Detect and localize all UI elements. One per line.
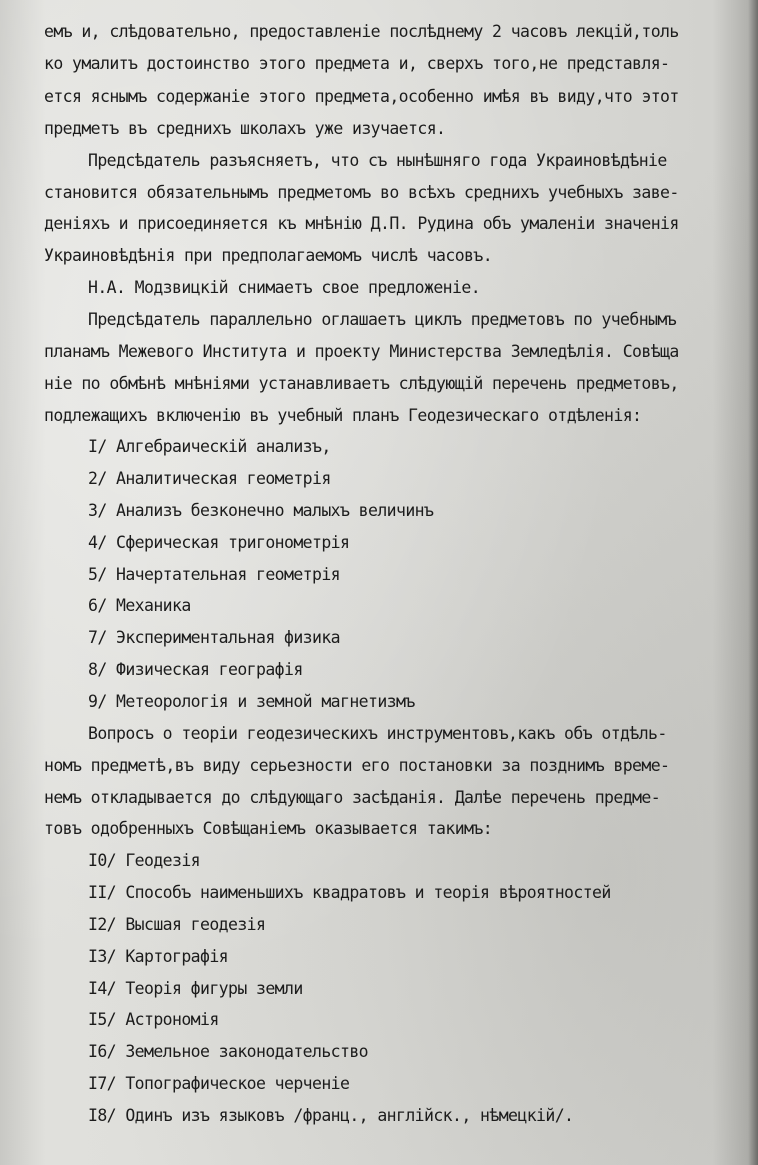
text-line: Н.А. Модзвицкій снимаетъ свое предложеніе.	[88, 278, 481, 297]
text-line: Вопросъ о теоріи геодезическихъ инструментовъ,какъ объ отдѣль-	[88, 724, 667, 743]
text-line: немъ откладывается до слѣдующаго засѣданія. Далѣе перечень предме-	[44, 788, 661, 807]
text-line: товъ одобренныхъ Совѣщаніемъ оказывается такимъ:	[44, 819, 493, 838]
text-line: ется яснымъ содержаніе этого предмета,особенно имѣя въ виду,что этот	[44, 87, 679, 106]
text-line: ніе по обмѣнѣ мнѣніями устанавливаетъ слѣдующій перечень предметовъ,	[44, 374, 679, 393]
text-line: Предсѣдатель параллельно оглашаетъ циклъ предметовъ по учебнымъ	[88, 310, 677, 329]
list-item: 6/ Механика	[88, 596, 191, 615]
text-line: емъ и, слѣдовательно, предоставленіе послѣднему 2 часовъ лекцій,толь	[44, 22, 679, 41]
text-line: становится обязательнымъ предметомъ во всѣхъ среднихъ учебныхъ заве-	[44, 183, 679, 202]
list-item: I6/ Земельное законодательство	[88, 1042, 369, 1061]
list-item: I7/ Топографическое черченіе	[88, 1074, 350, 1093]
list-item: 8/ Физическая географія	[88, 660, 303, 679]
list-item: II/ Способъ наименьшихъ квадратовъ и теорія вѣроятностей	[88, 883, 611, 902]
list-item: 3/ Анализъ безконечно малыхъ величинъ	[88, 501, 434, 520]
list-item: 5/ Начертательная геометрія	[88, 565, 341, 584]
text-line: планамъ Межевого Института и проекту Министерства Земледѣлія. Совѣща	[44, 342, 679, 361]
text-line: Украиновѣдѣнія при предполагаемомъ числѣ часовъ.	[44, 246, 493, 265]
text-line: ко умалитъ достоинство этого предмета и, сверхъ того,не представля-	[44, 54, 670, 73]
list-item: I/ Алгебраическій анализъ,	[88, 437, 331, 456]
text-line: деніяхъ и присоединяется къ мнѣнію Д.П. Рудина объ умаленіи значенія	[44, 214, 679, 233]
text-line: номъ предметѣ,въ виду серьезности его постановки за позднимъ време-	[44, 756, 670, 775]
list-item: I5/ Астрономія	[88, 1010, 219, 1029]
list-item: I3/ Картографія	[88, 947, 229, 966]
text-line: Предсѣдатель разъясняетъ, что съ нынѣшняго года Украиновѣдѣніе	[88, 151, 667, 170]
text-line: предметъ въ среднихъ школахъ уже изучается.	[44, 119, 446, 138]
list-item: I0/ Геодезія	[88, 851, 201, 870]
page-edge-shadow	[748, 0, 758, 1165]
list-item: I4/ Теорія фигуры земли	[88, 979, 303, 998]
list-item: I8/ Одинъ изъ языковъ /франц., англійск., нѣмецкій/.	[88, 1106, 574, 1125]
list-item: 4/ Сферическая тригонометрія	[88, 533, 350, 552]
list-item: 2/ Аналитическая геометрія	[88, 469, 331, 488]
list-item: 7/ Экспериментальная физика	[88, 628, 341, 647]
list-item: 9/ Метеорологія и земной магнетизмъ	[88, 692, 415, 711]
list-item: I2/ Высшая геодезія	[88, 915, 266, 934]
text-line: подлежащихъ включенію въ учебный планъ Геодезическаго отдѣленія:	[44, 406, 642, 425]
